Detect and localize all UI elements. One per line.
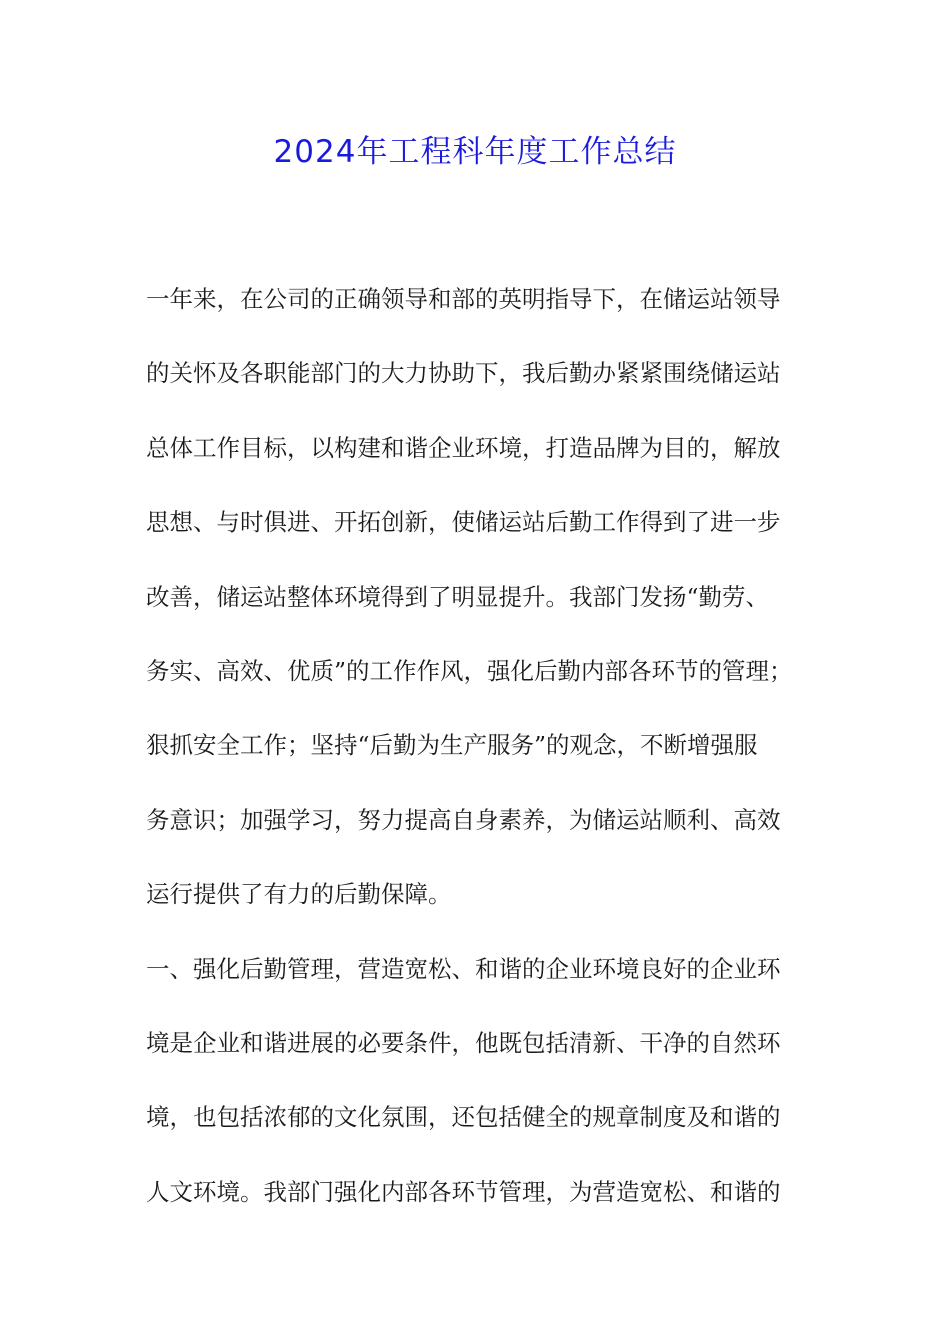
- body-line-10: 一、强化后勤管理，营造宽松、和谐的企业环境良好的企业环: [146, 954, 781, 983]
- body-line-8: 务意识；加强学习，努力提高自身素养，为储运站顺利、高效: [146, 805, 781, 834]
- body-line-11: 境是企业和谐进展的必要条件，他既包括清新、干净的自然环: [146, 1028, 781, 1057]
- body-line-1: 一年来，在公司的正确领导和部的英明指导下，在储运站领导: [146, 285, 781, 313]
- body-line-2: 的关怀及各职能部门的大力协助下，我后勤办紧紧围绕储运站: [146, 359, 781, 388]
- body-line-3: 总体工作目标，以构建和谐企业环境，打造品牌为目的，解放: [146, 433, 781, 462]
- body-line-12: 境，也包括浓郁的文化氛围，还包括健全的规章制度及和谐的: [146, 1103, 781, 1132]
- body-line-9: 运行提供了有力的后勤保障。: [146, 880, 452, 909]
- body-line-5: 改善，储运站整体环境得到了明显提升。我部门发扬“勤劳、: [146, 582, 770, 611]
- body-line-13: 人文环境。我部门强化内部各环节管理，为营造宽松、和谐的: [146, 1177, 781, 1206]
- body-line-7: 狠抓安全工作；坚持“后勤为生产服务”的观念，不断增强服: [146, 731, 758, 760]
- body-line-4: 思想、与时俱进、开拓创新，使储运站后勤工作得到了进一步: [146, 508, 781, 537]
- body-line-6: 务实、高效、优质”的工作作风，强化后勤内部各环节的管理；: [146, 656, 793, 685]
- document-body: [146, 262, 826, 1229]
- document-title: 2024年工程科年度工作总结: [273, 134, 677, 170]
